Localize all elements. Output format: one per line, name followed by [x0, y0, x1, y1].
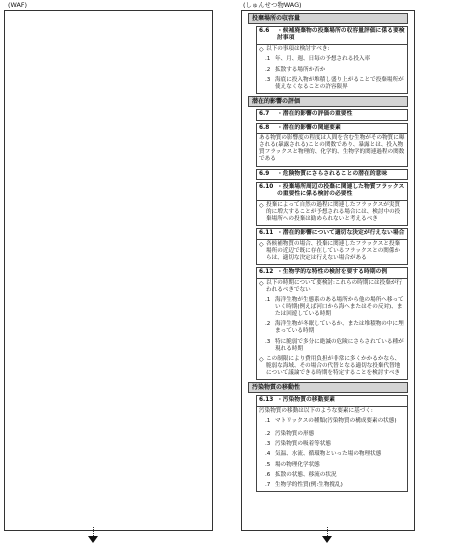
plain-item	[257, 407, 407, 417]
diamond-item-text: 以下の時期について要検討:これらの時期には投棄が行われるべきでない	[266, 279, 403, 293]
clause-title	[257, 170, 407, 179]
diamond-item-text: 投棄によって自然の過程に関連したフラックスが実質的に増大することが予想される場合には、検討中の投棄場所への投棄は勧められないと考えるべき	[266, 201, 401, 223]
section-header: 汚染物質の移動性	[248, 382, 408, 393]
sub-item-text: 生物学的性質(例:生物撹乱)	[275, 481, 343, 488]
clause-number: 6.12	[259, 269, 274, 276]
clause-title-text: ・候補廃棄物の投棄場所の収容量評価に係る要検討事項	[277, 28, 405, 42]
diamond-bullet-icon: ◇	[259, 279, 264, 287]
right-column-body	[242, 13, 414, 492]
clause-title-text: ・生物学的な特性の検討を要する時期の例	[277, 269, 388, 276]
clause-number: 6.10	[259, 183, 274, 190]
sub-item-number: .5	[265, 461, 271, 468]
clause-title	[257, 124, 407, 134]
clause-box	[256, 169, 408, 180]
section-header: 投棄場所の収容量	[248, 13, 408, 24]
clause-box	[256, 228, 408, 265]
sub-item-number: .2	[265, 321, 271, 328]
sub-item-text: 拡散の状態、移流の状況	[275, 471, 337, 478]
clause-content	[257, 240, 407, 264]
clause-title	[257, 183, 407, 201]
sub-item-number: .1	[265, 56, 271, 63]
plain-item-text: ある物質の影響度の程度は人間を含む生物がその物質に曝される(暴露される)ことの関数であり、暴露とは、投入物質フラックスと物理的、化学的、生物学的関連過程の関数である	[259, 134, 405, 163]
clause-box	[256, 182, 408, 226]
sub-item-text: 場の物理化学状態	[275, 461, 320, 468]
diamond-bullet-icon: ◇	[259, 201, 264, 209]
clause-box	[256, 267, 408, 380]
right-down-arrow-icon	[322, 527, 334, 543]
sub-item-text: 海底に投入物が堆積し盛り上がることで投棄場所が使えなくなることの許容限界	[275, 76, 404, 90]
sub-item	[263, 417, 407, 427]
clause-title-text: ・危険物質にさらされることの潜在的意味	[277, 170, 388, 177]
clause-box	[256, 123, 408, 167]
sub-item-text: 汚染物質の形態	[275, 431, 315, 438]
right-column-header: (しゅんせつ物WAG)	[243, 1, 302, 9]
clause-content	[257, 134, 407, 166]
sub-item-text: 汚染物質の吸着等状態	[275, 441, 331, 448]
sub-item-text: 年、月、週、日毎の予想される投入率	[275, 56, 371, 63]
diamond-bullet-icon: ◇	[259, 45, 264, 53]
clause-number: 6.6	[259, 28, 270, 34]
diamond-item-text: この制限により費用負担が非常に多くかかるかなら、脆弱な海域、その場合の代替となる適切な投棄代替地について議論できる時期を特定することを検討すべき	[266, 355, 401, 377]
sub-item	[263, 471, 407, 481]
sub-item-text: 海洋生物が冬眠しているか、または堆積物の中に埋まっている時期	[275, 321, 404, 335]
section-header: 潜在的影響の評価	[248, 96, 408, 107]
diamond-bullet-icon: ◇	[259, 240, 264, 248]
sub-item-number: .3	[265, 338, 271, 345]
sub-item	[263, 430, 407, 440]
clause-content	[257, 201, 407, 225]
sub-item-number: .7	[265, 481, 271, 488]
clause-box	[256, 109, 408, 120]
clause-title-text: ・投棄場所周辺の投棄に関連した物質フラックスの重要性に係る検討の必要性	[277, 183, 405, 198]
clause-title	[257, 396, 407, 406]
sub-item	[263, 76, 407, 93]
sub-item	[263, 481, 407, 491]
sub-item-number: .2	[265, 66, 271, 73]
right-column-panel	[241, 10, 415, 531]
sub-item-number: .4	[265, 451, 271, 458]
sub-item	[263, 66, 407, 76]
clause-title-text: ・潜在的影響の関連要素	[277, 124, 341, 131]
clause-box	[256, 26, 408, 94]
clause-title-text: ・潜在的影響の評価の重要性	[277, 111, 353, 118]
diamond-item	[257, 45, 407, 56]
clause-title	[257, 229, 407, 239]
sub-item-text: 特に脆弱で多分に絶滅の危険にさらされている種が現れる時期	[275, 338, 404, 352]
sub-item-number: .1	[265, 296, 271, 303]
clause-content	[257, 279, 407, 380]
sub-item-number: .3	[265, 441, 271, 448]
sub-item-number: .3	[265, 76, 271, 83]
sub-item	[263, 461, 407, 471]
left-down-arrow-icon	[88, 527, 100, 543]
sub-item-number: .6	[265, 471, 271, 478]
diamond-item	[257, 240, 407, 264]
clause-number: 6.7	[259, 111, 270, 118]
clause-title	[257, 110, 407, 119]
left-column-panel	[4, 10, 213, 531]
sub-item	[263, 320, 407, 337]
left-column-header: (WAF)	[8, 1, 28, 9]
sub-item-number: .1	[265, 417, 271, 424]
clause-title	[257, 27, 407, 45]
plain-item-text: 汚染物質の移動は以下のような要素に基づく:	[259, 407, 373, 414]
clause-number: 6.9	[259, 170, 270, 177]
clause-content	[257, 45, 407, 93]
plain-item	[257, 134, 407, 166]
diamond-item-text: 以下の事項は検討すべき:	[266, 45, 330, 52]
clause-title	[257, 268, 407, 278]
clause-title-text: ・汚染物質の移動要素	[277, 397, 335, 404]
clause-title-text: ・潜在的影響について適切な決定が行えない場合	[277, 230, 405, 237]
sub-item	[263, 338, 407, 355]
clause-box	[256, 395, 408, 492]
diamond-item	[257, 355, 407, 379]
clause-number: 6.13	[259, 397, 274, 404]
sub-item-text: 拡散する場所か否か	[275, 66, 326, 73]
sub-item-text: 気温、水流、循環物といった場の物理状態	[275, 451, 382, 458]
clause-number: 6.11	[259, 230, 274, 237]
sub-item	[263, 440, 407, 450]
sub-item	[263, 296, 407, 320]
diamond-item	[257, 279, 407, 296]
sub-item-number: .2	[265, 431, 271, 438]
clause-number: 6.8	[259, 124, 270, 131]
sub-item-text: マトリックスの種類(汚染物質の構成要素の状態)	[275, 417, 397, 424]
sub-item-text: 海洋生物が生態系のある場所から他の場所へ移っていく時期(例えば河口から海へまたはその反対)、または回遊している時期	[275, 296, 404, 318]
diamond-bullet-icon: ◇	[259, 355, 264, 363]
sub-item	[263, 450, 407, 460]
clause-content	[257, 407, 407, 491]
diamond-item-text: 各候補物質の場合、投棄に関連したフラックスと投棄場所の近辺で既に存在しているフラックスとの関係からは、適切な決定は行えない場合がある	[266, 240, 401, 261]
diamond-item	[257, 201, 407, 225]
sub-item	[263, 55, 407, 65]
